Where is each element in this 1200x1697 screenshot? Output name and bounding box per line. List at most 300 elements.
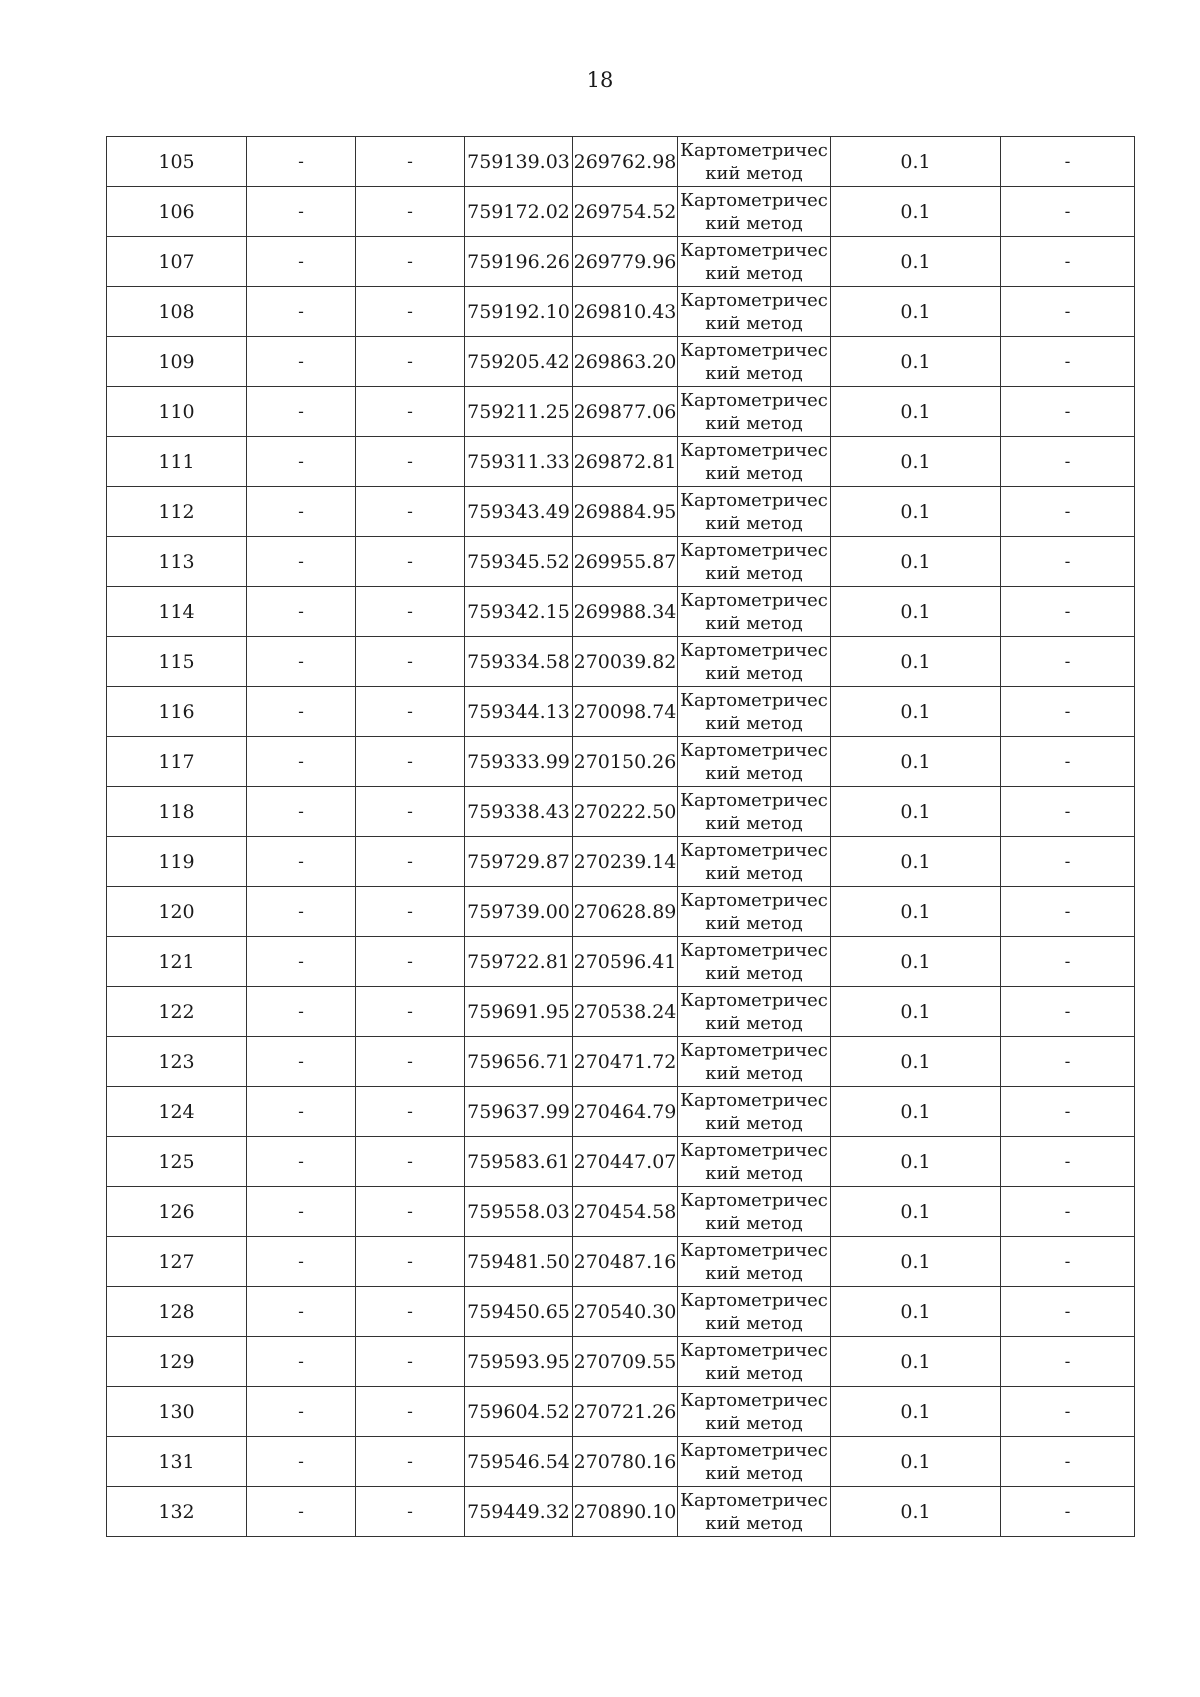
point-number-cell: 107 — [107, 237, 247, 287]
empty-value-cell: - — [356, 887, 465, 937]
method-line-2: кий метод — [705, 212, 803, 234]
empty-value-cell: - — [247, 1237, 356, 1287]
y-coordinate-cell: 269988.34 — [573, 587, 678, 637]
point-number-cell: 123 — [107, 1037, 247, 1087]
empty-value-cell: - — [247, 1437, 356, 1487]
y-coordinate-cell: 270890.10 — [573, 1487, 678, 1537]
y-coordinate-cell: 269877.06 — [573, 387, 678, 437]
table-row — [107, 987, 1135, 1037]
empty-value-cell: - — [356, 837, 465, 887]
empty-value-cell: - — [356, 687, 465, 737]
x-coordinate-cell: 759604.52 — [465, 1387, 573, 1437]
y-coordinate-cell: 270538.24 — [573, 987, 678, 1037]
method-line-1: Картометричес — [680, 1489, 828, 1511]
table-row — [107, 287, 1135, 337]
x-coordinate-cell: 759311.33 — [465, 437, 573, 487]
method-cell — [678, 1237, 831, 1287]
method-cell — [678, 987, 831, 1037]
table-row — [107, 187, 1135, 237]
table-row — [107, 587, 1135, 637]
empty-value-cell: - — [1001, 1337, 1135, 1387]
empty-value-cell: - — [356, 287, 465, 337]
method-line-2: кий метод — [705, 1512, 803, 1534]
empty-value-cell: - — [356, 637, 465, 687]
table-row — [107, 1087, 1135, 1137]
point-number-cell: 129 — [107, 1337, 247, 1387]
x-coordinate-cell: 759722.81 — [465, 937, 573, 987]
method-line-1: Картометричес — [680, 789, 828, 811]
point-number-cell: 120 — [107, 887, 247, 937]
table-body — [107, 137, 1135, 1537]
accuracy-cell: 0.1 — [831, 737, 1001, 787]
table-row — [107, 1137, 1135, 1187]
empty-value-cell: - — [1001, 1387, 1135, 1437]
accuracy-cell: 0.1 — [831, 537, 1001, 587]
accuracy-cell: 0.1 — [831, 1187, 1001, 1237]
method-line-2: кий метод — [705, 1212, 803, 1234]
empty-value-cell: - — [1001, 537, 1135, 587]
empty-value-cell: - — [247, 537, 356, 587]
y-coordinate-cell: 270721.26 — [573, 1387, 678, 1437]
method-line-1: Картометричес — [680, 1389, 828, 1411]
point-number-cell: 117 — [107, 737, 247, 787]
empty-value-cell: - — [356, 1187, 465, 1237]
x-coordinate-cell: 759656.71 — [465, 1037, 573, 1087]
point-number-cell: 116 — [107, 687, 247, 737]
method-cell — [678, 887, 831, 937]
point-number-cell: 125 — [107, 1137, 247, 1187]
y-coordinate-cell: 270540.30 — [573, 1287, 678, 1337]
empty-value-cell: - — [356, 1137, 465, 1187]
point-number-cell: 118 — [107, 787, 247, 837]
point-number-cell: 113 — [107, 537, 247, 587]
method-cell — [678, 137, 831, 187]
table-row — [107, 337, 1135, 387]
table-row — [107, 637, 1135, 687]
y-coordinate-cell: 269863.20 — [573, 337, 678, 387]
y-coordinate-cell: 270596.41 — [573, 937, 678, 987]
table-row — [107, 137, 1135, 187]
empty-value-cell: - — [1001, 787, 1135, 837]
table-row — [107, 1387, 1135, 1437]
y-coordinate-cell: 270628.89 — [573, 887, 678, 937]
accuracy-cell: 0.1 — [831, 1387, 1001, 1437]
y-coordinate-cell: 269810.43 — [573, 287, 678, 337]
empty-value-cell: - — [247, 287, 356, 337]
y-coordinate-cell: 270471.72 — [573, 1037, 678, 1087]
empty-value-cell: - — [247, 1337, 356, 1387]
method-line-1: Картометричес — [680, 389, 828, 411]
x-coordinate-cell: 759345.52 — [465, 537, 573, 587]
x-coordinate-cell: 759338.43 — [465, 787, 573, 837]
method-cell — [678, 1037, 831, 1087]
y-coordinate-cell: 269754.52 — [573, 187, 678, 237]
method-line-2: кий метод — [705, 562, 803, 584]
accuracy-cell: 0.1 — [831, 887, 1001, 937]
empty-value-cell: - — [356, 387, 465, 437]
point-number-cell: 132 — [107, 1487, 247, 1537]
method-cell — [678, 737, 831, 787]
accuracy-cell: 0.1 — [831, 837, 1001, 887]
empty-value-cell: - — [247, 837, 356, 887]
method-line-1: Картометричес — [680, 1289, 828, 1311]
y-coordinate-cell: 270780.16 — [573, 1437, 678, 1487]
method-line-2: кий метод — [705, 312, 803, 334]
point-number-cell: 130 — [107, 1387, 247, 1437]
method-line-2: кий метод — [705, 1312, 803, 1334]
coordinates-table — [106, 136, 1135, 1537]
empty-value-cell: - — [247, 1487, 356, 1537]
accuracy-cell: 0.1 — [831, 137, 1001, 187]
method-line-2: кий метод — [705, 812, 803, 834]
y-coordinate-cell: 270239.14 — [573, 837, 678, 887]
method-cell — [678, 937, 831, 987]
empty-value-cell: - — [247, 1387, 356, 1437]
method-line-1: Картометричес — [680, 239, 828, 261]
method-cell — [678, 187, 831, 237]
empty-value-cell: - — [1001, 487, 1135, 537]
empty-value-cell: - — [356, 787, 465, 837]
x-coordinate-cell: 759211.25 — [465, 387, 573, 437]
method-cell — [678, 1087, 831, 1137]
method-line-1: Картометричес — [680, 739, 828, 761]
method-cell — [678, 437, 831, 487]
accuracy-cell: 0.1 — [831, 437, 1001, 487]
method-line-2: кий метод — [705, 512, 803, 534]
method-line-2: кий метод — [705, 1262, 803, 1284]
empty-value-cell: - — [247, 437, 356, 487]
empty-value-cell: - — [247, 487, 356, 537]
empty-value-cell: - — [1001, 237, 1135, 287]
table-row — [107, 937, 1135, 987]
x-coordinate-cell: 759333.99 — [465, 737, 573, 787]
point-number-cell: 112 — [107, 487, 247, 537]
method-cell — [678, 537, 831, 587]
empty-value-cell: - — [1001, 1187, 1135, 1237]
table-row — [107, 1487, 1135, 1537]
empty-value-cell: - — [247, 137, 356, 187]
y-coordinate-cell: 270447.07 — [573, 1137, 678, 1187]
method-line-1: Картометричес — [680, 1339, 828, 1361]
empty-value-cell: - — [1001, 737, 1135, 787]
accuracy-cell: 0.1 — [831, 937, 1001, 987]
table-row — [107, 837, 1135, 887]
table-row — [107, 687, 1135, 737]
x-coordinate-cell: 759205.42 — [465, 337, 573, 387]
method-line-2: кий метод — [705, 162, 803, 184]
empty-value-cell: - — [1001, 1137, 1135, 1187]
method-cell — [678, 837, 831, 887]
method-line-2: кий метод — [705, 462, 803, 484]
accuracy-cell: 0.1 — [831, 1137, 1001, 1187]
empty-value-cell: - — [1001, 587, 1135, 637]
method-cell — [678, 787, 831, 837]
accuracy-cell: 0.1 — [831, 1437, 1001, 1487]
x-coordinate-cell: 759139.03 — [465, 137, 573, 187]
table-row — [107, 1037, 1135, 1087]
empty-value-cell: - — [247, 1137, 356, 1187]
method-line-1: Картометричес — [680, 1039, 828, 1061]
point-number-cell: 109 — [107, 337, 247, 387]
x-coordinate-cell: 759449.32 — [465, 1487, 573, 1537]
empty-value-cell: - — [247, 1187, 356, 1237]
empty-value-cell: - — [247, 937, 356, 987]
empty-value-cell: - — [247, 387, 356, 437]
point-number-cell: 115 — [107, 637, 247, 687]
x-coordinate-cell: 759558.03 — [465, 1187, 573, 1237]
y-coordinate-cell: 269762.98 — [573, 137, 678, 187]
method-line-1: Картометричес — [680, 989, 828, 1011]
method-line-2: кий метод — [705, 662, 803, 684]
method-line-1: Картометричес — [680, 489, 828, 511]
accuracy-cell: 0.1 — [831, 587, 1001, 637]
method-line-1: Картометричес — [680, 1239, 828, 1261]
method-line-1: Картометричес — [680, 1439, 828, 1461]
table-row — [107, 1287, 1135, 1337]
method-cell — [678, 287, 831, 337]
empty-value-cell: - — [1001, 1287, 1135, 1337]
x-coordinate-cell: 759691.95 — [465, 987, 573, 1037]
method-line-1: Картометричес — [680, 1139, 828, 1161]
point-number-cell: 131 — [107, 1437, 247, 1487]
x-coordinate-cell: 759450.65 — [465, 1287, 573, 1337]
empty-value-cell: - — [1001, 437, 1135, 487]
table-row — [107, 487, 1135, 537]
method-line-2: кий метод — [705, 412, 803, 434]
method-line-1: Картометричес — [680, 939, 828, 961]
table-row — [107, 737, 1135, 787]
empty-value-cell: - — [247, 1037, 356, 1087]
x-coordinate-cell: 759593.95 — [465, 1337, 573, 1387]
table-row — [107, 1337, 1135, 1387]
empty-value-cell: - — [1001, 337, 1135, 387]
method-line-2: кий метод — [705, 912, 803, 934]
method-line-2: кий метод — [705, 962, 803, 984]
method-line-1: Картометричес — [680, 1189, 828, 1211]
method-cell — [678, 1387, 831, 1437]
empty-value-cell: - — [1001, 387, 1135, 437]
method-cell — [678, 337, 831, 387]
method-cell — [678, 587, 831, 637]
y-coordinate-cell: 269884.95 — [573, 487, 678, 537]
point-number-cell: 110 — [107, 387, 247, 437]
method-line-1: Картометричес — [680, 339, 828, 361]
y-coordinate-cell: 270454.58 — [573, 1187, 678, 1237]
accuracy-cell: 0.1 — [831, 487, 1001, 537]
empty-value-cell: - — [356, 737, 465, 787]
method-line-1: Картометричес — [680, 289, 828, 311]
method-cell — [678, 1337, 831, 1387]
method-line-1: Картометричес — [680, 539, 828, 561]
y-coordinate-cell: 270464.79 — [573, 1087, 678, 1137]
method-line-2: кий метод — [705, 1162, 803, 1184]
point-number-cell: 126 — [107, 1187, 247, 1237]
empty-value-cell: - — [1001, 687, 1135, 737]
y-coordinate-cell: 270039.82 — [573, 637, 678, 687]
x-coordinate-cell: 759481.50 — [465, 1237, 573, 1287]
method-cell — [678, 687, 831, 737]
empty-value-cell: - — [356, 1437, 465, 1487]
accuracy-cell: 0.1 — [831, 1237, 1001, 1287]
method-line-2: кий метод — [705, 712, 803, 734]
x-coordinate-cell: 759334.58 — [465, 637, 573, 687]
table-row — [107, 887, 1135, 937]
x-coordinate-cell: 759172.02 — [465, 187, 573, 237]
empty-value-cell: - — [247, 787, 356, 837]
accuracy-cell: 0.1 — [831, 287, 1001, 337]
method-cell — [678, 637, 831, 687]
accuracy-cell: 0.1 — [831, 1037, 1001, 1087]
table-row — [107, 1237, 1135, 1287]
empty-value-cell: - — [247, 237, 356, 287]
table-row — [107, 1187, 1135, 1237]
method-line-1: Картометричес — [680, 639, 828, 661]
method-line-2: кий метод — [705, 1012, 803, 1034]
accuracy-cell: 0.1 — [831, 1337, 1001, 1387]
empty-value-cell: - — [356, 1337, 465, 1387]
empty-value-cell: - — [356, 437, 465, 487]
x-coordinate-cell: 759342.15 — [465, 587, 573, 637]
method-line-2: кий метод — [705, 1062, 803, 1084]
accuracy-cell: 0.1 — [831, 337, 1001, 387]
empty-value-cell: - — [1001, 937, 1135, 987]
method-cell — [678, 387, 831, 437]
empty-value-cell: - — [1001, 1037, 1135, 1087]
empty-value-cell: - — [247, 987, 356, 1037]
method-line-1: Картометричес — [680, 839, 828, 861]
point-number-cell: 111 — [107, 437, 247, 487]
accuracy-cell: 0.1 — [831, 787, 1001, 837]
empty-value-cell: - — [356, 137, 465, 187]
y-coordinate-cell: 270709.55 — [573, 1337, 678, 1387]
method-line-2: кий метод — [705, 362, 803, 384]
method-cell — [678, 1137, 831, 1187]
method-line-1: Картометричес — [680, 889, 828, 911]
point-number-cell: 105 — [107, 137, 247, 187]
empty-value-cell: - — [1001, 187, 1135, 237]
empty-value-cell: - — [356, 537, 465, 587]
method-cell — [678, 1187, 831, 1237]
table-row — [107, 387, 1135, 437]
x-coordinate-cell: 759583.61 — [465, 1137, 573, 1187]
empty-value-cell: - — [356, 937, 465, 987]
empty-value-cell: - — [1001, 987, 1135, 1037]
empty-value-cell: - — [356, 1487, 465, 1537]
empty-value-cell: - — [356, 187, 465, 237]
method-cell — [678, 1487, 831, 1537]
empty-value-cell: - — [1001, 287, 1135, 337]
y-coordinate-cell: 270098.74 — [573, 687, 678, 737]
empty-value-cell: - — [356, 587, 465, 637]
accuracy-cell: 0.1 — [831, 1487, 1001, 1537]
method-line-1: Картометричес — [680, 439, 828, 461]
point-number-cell: 119 — [107, 837, 247, 887]
method-line-2: кий метод — [705, 262, 803, 284]
method-line-1: Картометричес — [680, 139, 828, 161]
point-number-cell: 121 — [107, 937, 247, 987]
empty-value-cell: - — [1001, 887, 1135, 937]
x-coordinate-cell: 759637.99 — [465, 1087, 573, 1137]
accuracy-cell: 0.1 — [831, 637, 1001, 687]
empty-value-cell: - — [247, 1287, 356, 1337]
empty-value-cell: - — [356, 1387, 465, 1437]
point-number-cell: 124 — [107, 1087, 247, 1137]
table-row — [107, 437, 1135, 487]
table-row — [107, 1437, 1135, 1487]
empty-value-cell: - — [356, 987, 465, 1037]
accuracy-cell: 0.1 — [831, 237, 1001, 287]
empty-value-cell: - — [247, 887, 356, 937]
point-number-cell: 106 — [107, 187, 247, 237]
empty-value-cell: - — [356, 337, 465, 387]
y-coordinate-cell: 269955.87 — [573, 537, 678, 587]
accuracy-cell: 0.1 — [831, 1087, 1001, 1137]
empty-value-cell: - — [247, 737, 356, 787]
empty-value-cell: - — [356, 1087, 465, 1137]
x-coordinate-cell: 759739.00 — [465, 887, 573, 937]
empty-value-cell: - — [247, 1087, 356, 1137]
page-number: 18 — [586, 68, 614, 92]
empty-value-cell: - — [247, 637, 356, 687]
empty-value-cell: - — [1001, 1087, 1135, 1137]
method-cell — [678, 1287, 831, 1337]
method-line-2: кий метод — [705, 1362, 803, 1384]
table-row — [107, 537, 1135, 587]
method-cell — [678, 487, 831, 537]
empty-value-cell: - — [356, 1287, 465, 1337]
accuracy-cell: 0.1 — [831, 187, 1001, 237]
x-coordinate-cell: 759343.49 — [465, 487, 573, 537]
empty-value-cell: - — [1001, 837, 1135, 887]
accuracy-cell: 0.1 — [831, 387, 1001, 437]
y-coordinate-cell: 270487.16 — [573, 1237, 678, 1287]
x-coordinate-cell: 759546.54 — [465, 1437, 573, 1487]
point-number-cell: 108 — [107, 287, 247, 337]
point-number-cell: 122 — [107, 987, 247, 1037]
empty-value-cell: - — [247, 187, 356, 237]
empty-value-cell: - — [247, 337, 356, 387]
y-coordinate-cell: 270222.50 — [573, 787, 678, 837]
empty-value-cell: - — [1001, 1487, 1135, 1537]
empty-value-cell: - — [356, 487, 465, 537]
method-line-1: Картометричес — [680, 689, 828, 711]
x-coordinate-cell: 759729.87 — [465, 837, 573, 887]
empty-value-cell: - — [356, 1037, 465, 1087]
empty-value-cell: - — [247, 687, 356, 737]
y-coordinate-cell: 269872.81 — [573, 437, 678, 487]
empty-value-cell: - — [1001, 137, 1135, 187]
point-number-cell: 128 — [107, 1287, 247, 1337]
x-coordinate-cell: 759192.10 — [465, 287, 573, 337]
accuracy-cell: 0.1 — [831, 1287, 1001, 1337]
method-line-2: кий метод — [705, 762, 803, 784]
method-line-2: кий метод — [705, 862, 803, 884]
y-coordinate-cell: 269779.96 — [573, 237, 678, 287]
method-line-2: кий метод — [705, 1112, 803, 1134]
method-line-2: кий метод — [705, 1412, 803, 1434]
empty-value-cell: - — [1001, 637, 1135, 687]
method-cell — [678, 237, 831, 287]
point-number-cell: 114 — [107, 587, 247, 637]
empty-value-cell: - — [247, 587, 356, 637]
empty-value-cell: - — [1001, 1237, 1135, 1287]
x-coordinate-cell: 759344.13 — [465, 687, 573, 737]
y-coordinate-cell: 270150.26 — [573, 737, 678, 787]
accuracy-cell: 0.1 — [831, 987, 1001, 1037]
table-row — [107, 237, 1135, 287]
method-cell — [678, 1437, 831, 1487]
method-line-1: Картометричес — [680, 1089, 828, 1111]
